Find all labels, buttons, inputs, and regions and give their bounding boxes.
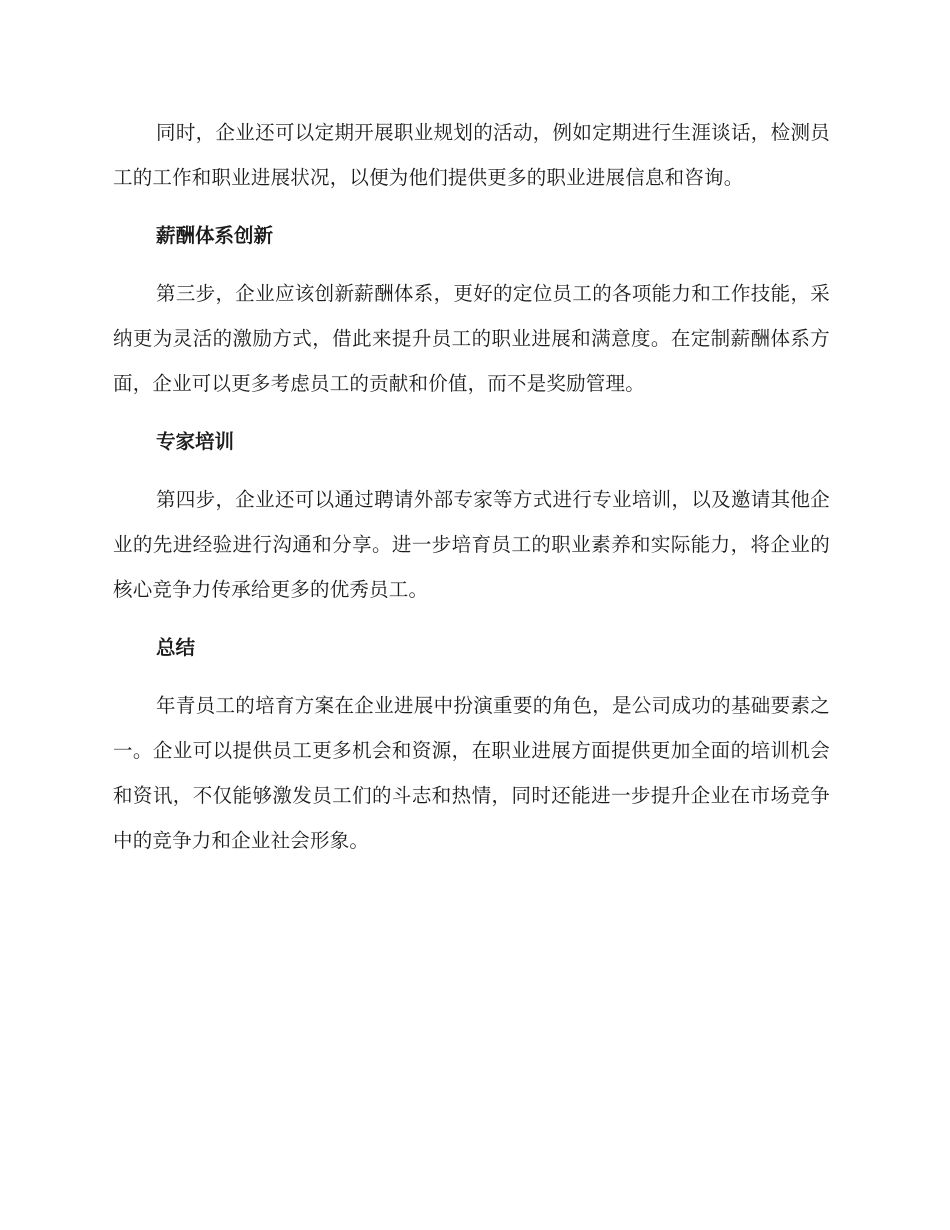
heading-salary-innovation: 薪酬体系创新 — [156, 224, 274, 247]
heading-summary: 总结 — [156, 636, 196, 659]
heading-expert-training: 专家培训 — [156, 430, 235, 453]
spacer — [113, 258, 830, 271]
spacer — [113, 612, 830, 625]
spacer — [113, 464, 830, 477]
paragraph-salary-innovation: 第三步，企业应该创新薪酬体系，更好的定位员工的各项能力和工作技能，采纳更为灵活的激励方式，借此来提升员工的职业进展和满意度。在定制薪酬体系方面，企业可以更多考虑员工的贡献和价值，而不是奖励管理。 — [113, 282, 830, 395]
paragraph-summary: 年青员工的培育方案在企业进展中扮演重要的角色，是公司成功的基础要素之一。企业可以提供员工更多机会和资源，在职业进展方面提供更加全面的培训机会和资讯，不仅能够激发员工们的斗志和热情，同时还能进一步提升企业在市场竞争中的竞争力和企业社会形象。 — [113, 694, 830, 852]
spacer — [113, 200, 830, 213]
spacer — [113, 406, 830, 419]
paragraph-expert-training: 第四步，企业还可以通过聘请外部专家等方式进行专业培训，以及邀请其他企业的先进经验进行沟通和分享。进一步培育员工的职业素养和实际能力，将企业的核心竞争力传承给更多的优秀员工。 — [113, 488, 830, 601]
spacer — [113, 670, 830, 683]
document-page — [113, 110, 830, 863]
paragraph-career-planning: 同时，企业还可以定期开展职业规划的活动，例如定期进行生涯谈话，检测员工的工作和职业进展状况，以便为他们提供更多的职业进展信息和咨询。 — [113, 121, 830, 189]
